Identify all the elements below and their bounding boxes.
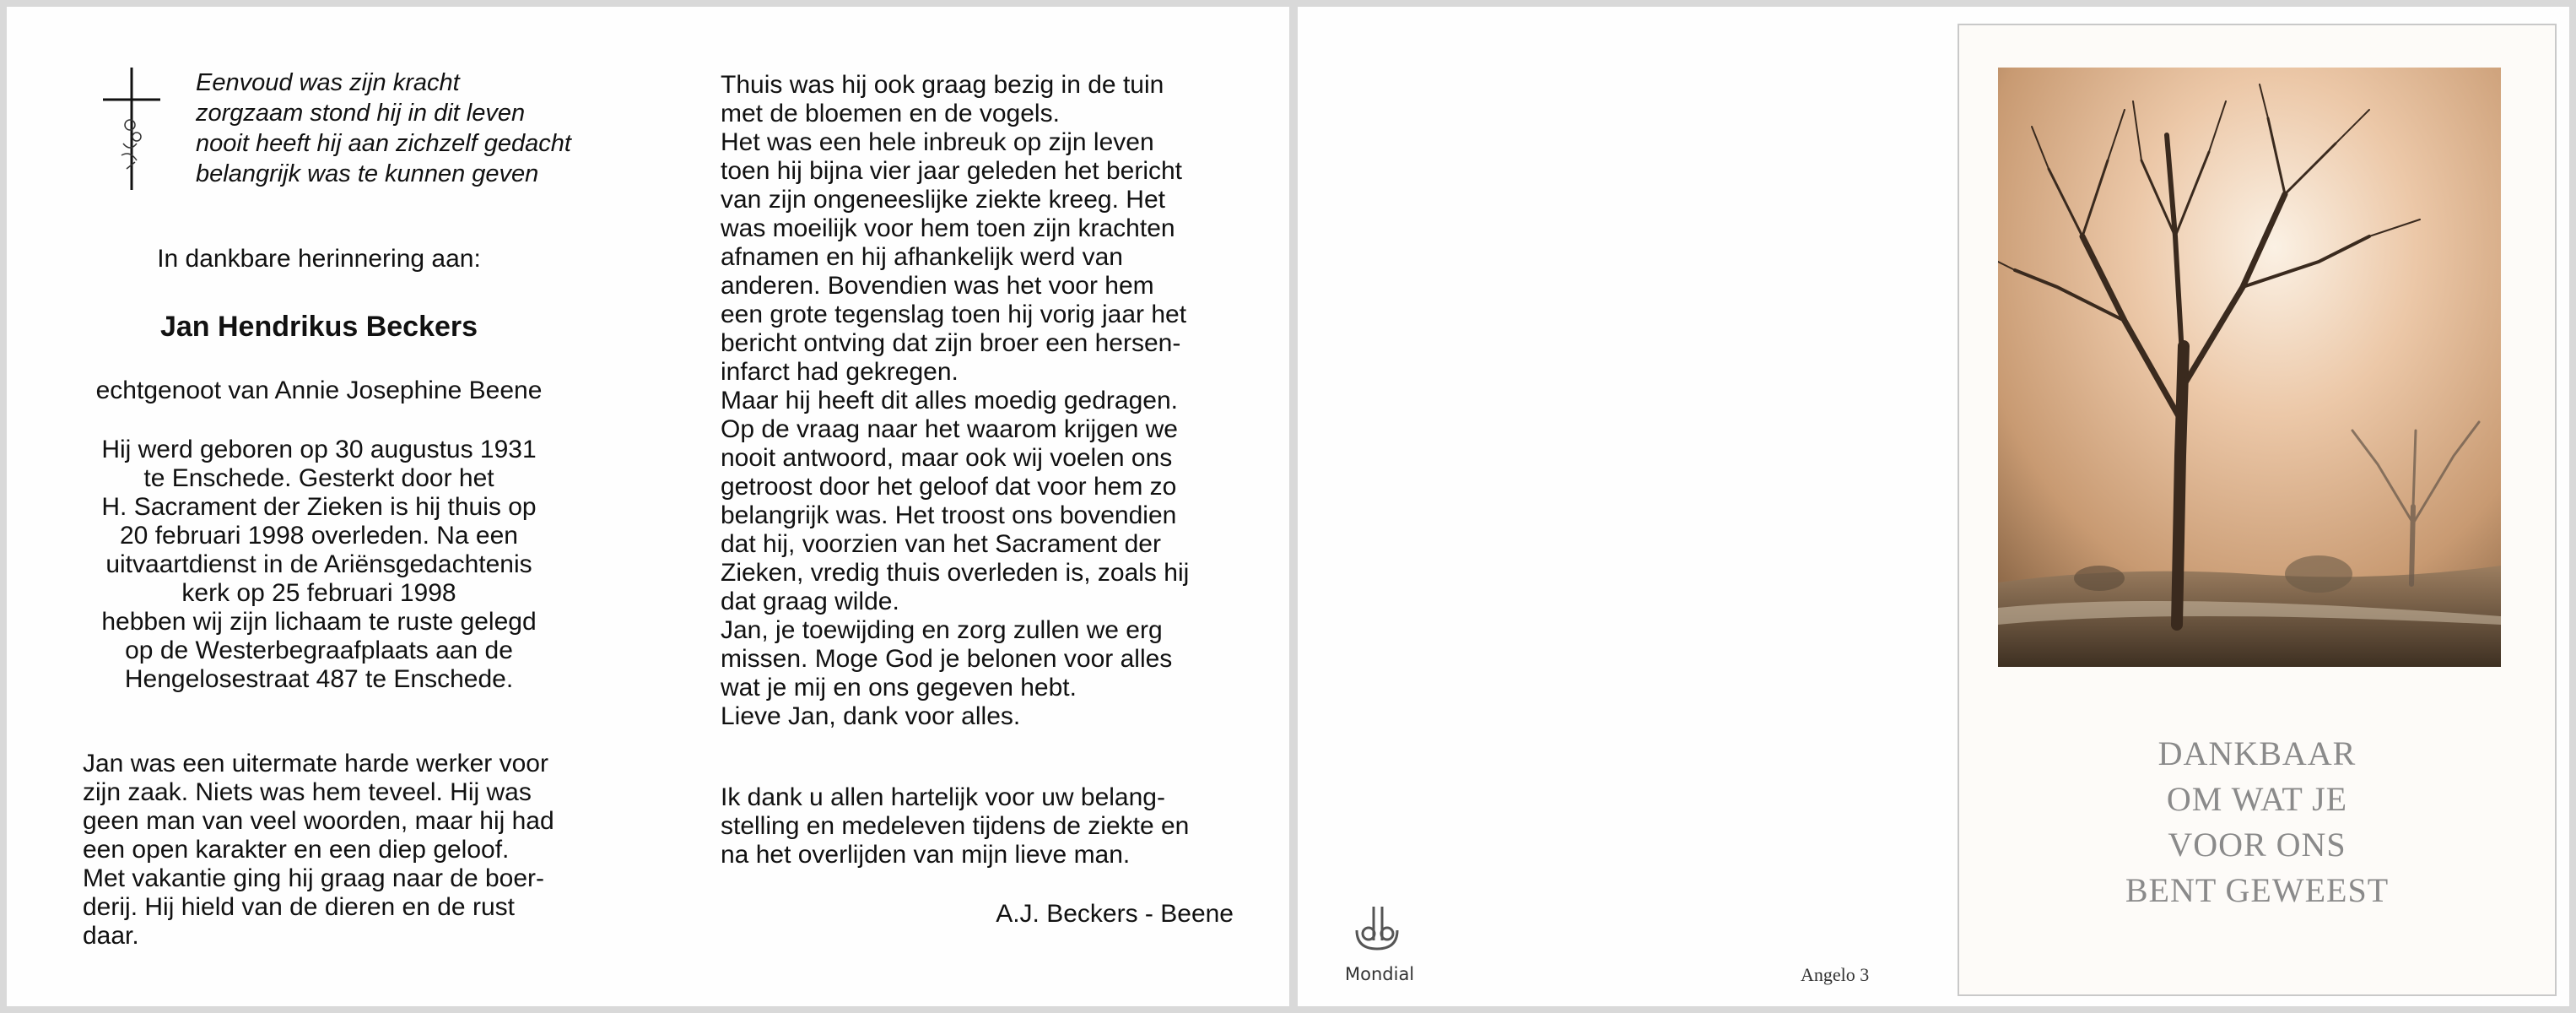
model-label: Angelo 3 <box>1801 964 1870 985</box>
mondial-logo-icon <box>1350 902 1404 956</box>
text-line: stelling en medeleven tijdens de ziekte en <box>721 812 1190 840</box>
text-line: belangrijk was. Het troost ons bovendien <box>721 501 1177 529</box>
text-line: Jan, je toewijding en zorg zullen we erg <box>721 616 1163 644</box>
text-line: infarct had gekregen. <box>721 358 959 386</box>
text-line: Lieve Jan, dank voor alles. <box>721 702 1021 730</box>
left-paragraph <box>83 750 554 951</box>
memorial-card-cover <box>1298 7 2569 1006</box>
text-line: was moeilijk voor hem toen zijn krachten <box>721 214 1175 242</box>
text-line: Jan was een uitermate harde werker voor <box>83 750 548 777</box>
cover-caption <box>1958 731 2557 913</box>
text-line: nooit antwoord, maar ook wij voelen ons <box>721 444 1173 472</box>
text-line: dat hij, voorzien van het Sacrament der <box>721 530 1161 558</box>
text-line: daar. <box>83 922 139 950</box>
caption-line: VOOR ONS <box>2168 826 2346 864</box>
text-line: een grote tegenslag toen hij vorig jaar het <box>721 301 1187 328</box>
poem-line: nooit heeft hij aan zichzelf gedacht <box>196 130 571 157</box>
text-line: na het overlijden van mijn lieve man. <box>721 841 1131 869</box>
poem-line: zorgzaam stond hij in dit leven <box>196 100 526 127</box>
deceased-name: Jan Hendrikus Beckers <box>159 311 478 343</box>
text-line: Zieken, vredig thuis overleden is, zoals hij <box>721 559 1190 587</box>
poem-line: Eenvoud was zijn kracht <box>196 69 460 96</box>
bio-line: te Enschede. Gesterkt door het <box>143 464 494 492</box>
caption-line: BENT GEWEEST <box>2125 871 2390 909</box>
text-line: anderen. Bovendien was het voor hem <box>721 272 1154 300</box>
bio-line: 20 februari 1998 overleden. Na een <box>119 522 518 550</box>
text-line: Maar hij heeft dit alles moedig gedragen. <box>721 387 1178 414</box>
text-line: zijn zaak. Niets was hem teveel. Hij was <box>83 778 532 806</box>
brand-label: Mondial <box>1345 964 1415 984</box>
text-line: bericht ontving dat zijn broer een hersen- <box>721 329 1181 357</box>
biography <box>7 436 631 694</box>
right-paragraph <box>721 71 1189 731</box>
text-line: derij. Hij hield van de dieren en de rust <box>83 893 515 921</box>
bio-line: uitvaartdienst in de Ariënsgedachtenis <box>105 550 532 578</box>
bio-line: op de Westerbegraafplaats aan de <box>125 637 513 664</box>
memory-intro: In dankbare herinnering aan: <box>157 245 481 273</box>
memorial-card-inside <box>7 7 1289 1006</box>
text-line: missen. Moge God je belonen voor alles <box>721 645 1173 673</box>
caption-line: DANKBAAR <box>2157 734 2357 772</box>
text-line: Het was een hele inbreuk op zijn leven <box>721 128 1154 156</box>
text-line: afnamen en hij afhankelijk werd van <box>721 243 1123 271</box>
thanks-paragraph <box>721 783 1189 869</box>
caption-line: OM WAT JE <box>2166 780 2348 818</box>
text-line: dat graag wilde. <box>721 588 899 615</box>
text-line: geen man van veel woorden, maar hij had <box>83 807 554 835</box>
text-line: Met vakantie ging hij graag naar de boer- <box>83 864 545 892</box>
poem <box>196 68 571 189</box>
text-line: getroost door het geloof dat voor hem zo <box>721 473 1177 501</box>
spouse-line: echtgenoot van Annie Josephine Beene <box>95 376 543 404</box>
text-line: van zijn ongeneeslijke ziekte kreeg. Het <box>721 186 1165 214</box>
cross-with-rose-icon <box>98 68 165 194</box>
tree-photo <box>1998 68 2501 667</box>
text-line: Ik dank u allen hartelijk voor uw belang- <box>721 783 1165 811</box>
text-line: wat je mij en ons gegeven hebt. <box>721 674 1077 702</box>
bio-line: H. Sacrament der Zieken is hij thuis op <box>101 493 537 521</box>
text-line: Thuis was hij ook graag bezig in de tuin <box>721 71 1164 99</box>
signature: A.J. Beckers - Beene <box>996 900 1234 928</box>
bio-line: Hengelosestraat 487 te Enschede. <box>124 665 514 693</box>
bio-line: hebben wij zijn lichaam te ruste gelegd <box>101 608 537 636</box>
bio-line: kerk op 25 februari 1998 <box>181 579 456 607</box>
text-line: met de bloemen en de vogels. <box>721 100 1060 127</box>
text-line: een open karakter en een diep geloof. <box>83 836 510 864</box>
text-line: toen hij bijna vier jaar geleden het bericht <box>721 157 1183 185</box>
poem-line: belangrijk was te kunnen geven <box>196 160 539 187</box>
bio-line: Hij werd geboren op 30 augustus 1931 <box>101 436 537 463</box>
text-line: Op de vraag naar het waarom krijgen we <box>721 415 1178 443</box>
